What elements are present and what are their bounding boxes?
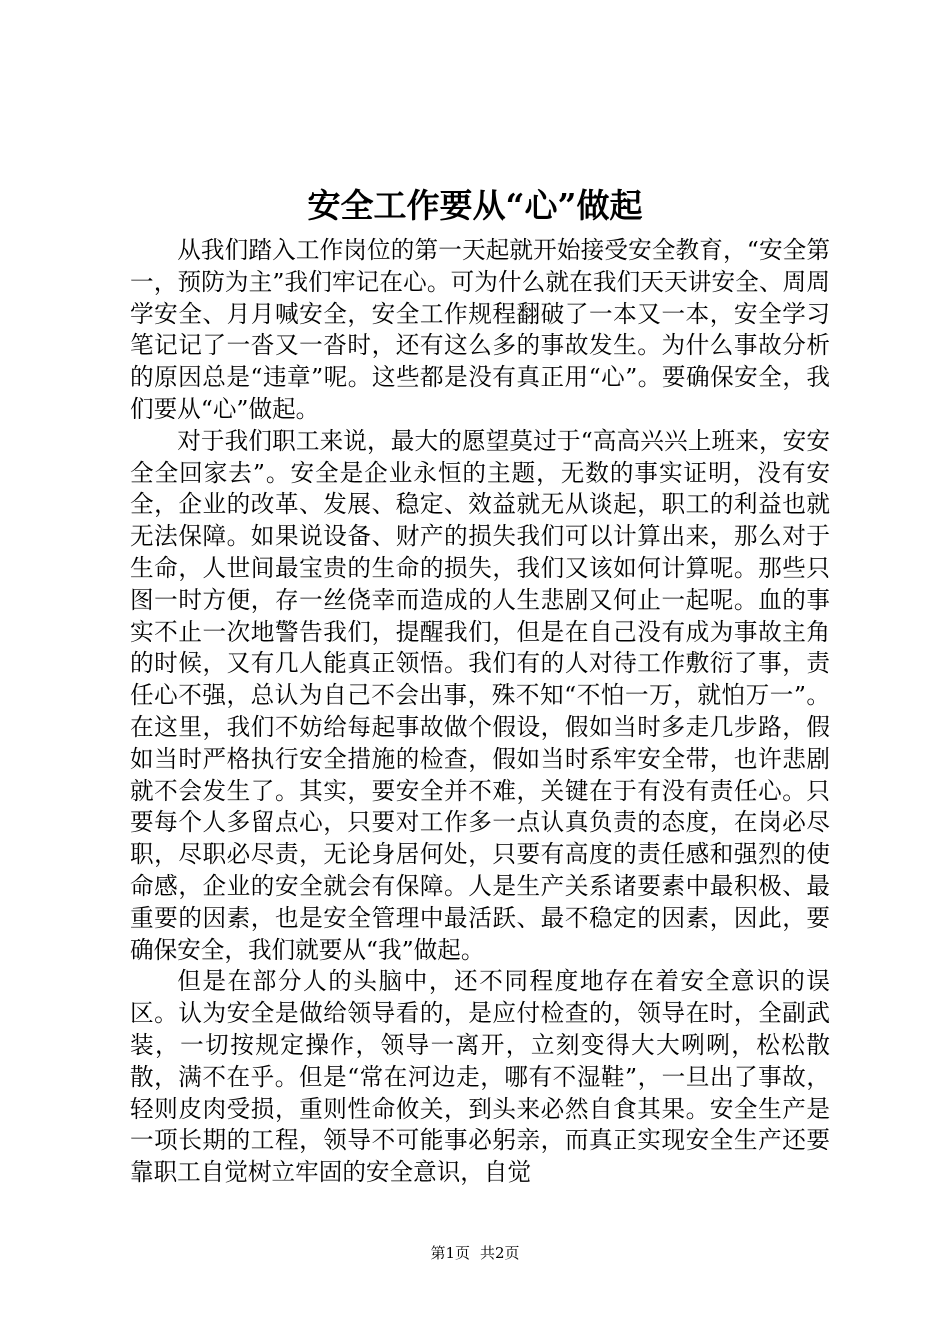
paragraph: 从我们踏入工作岗位的第一天起就开始接受安全教育，“安全第一，预防为主”我们牢记在心。可为什么就在我们天天讲安全、周周学安全、月月喊安全，安全工作规程翻破了一本又一本，安全学习笔记记了一沓又一沓时，还有这么多的事故发生。为什么事故分析的原因总是“违章”呢。这些都是没有真正用“心”。要确保安全，我们要从“心”做起。 [130,236,830,423]
paragraph: 对于我们职工来说，最大的愿望莫过于“高高兴兴上班来，安安全全回家去”。安全是企业永恒的主题，无数的事实证明，没有安全，企业的改革、发展、稳定、效益就无从谈起，职工的利益也就无法保障。如果说设备、财产的损失我们可以计算出来，那么对于生命，人世间最宝贵的生命的损失，我们又该如何计算呢。那些只图一时方便，存一丝侥幸而造成的人生悲剧又何止一起呢。血的事实不止一次地警告我们，提醒我们，但是在自己没有成为事故主角的时候，又有几人能真正领悟。我们有的人对待工作敷衍了事，责任心不强，总认为自己不会出事，殊不知“不怕一万，就怕万一”。在这里，我们不妨给每起事故做个假设，假如当时多走几步路，假如当时严格执行安全措施的检查，假如当时系牢安全带，也许悲剧就不会发生了。其实，要安全并不难，关键在于有没有责任心。只要每个人多留点心，只要对工作多一点认真负责的态度，在岗必尽职，尽职必尽责，无论身居何处，只要有高度的责任感和强烈的使命感，企业的安全就会有保障。人是生产关系诸要素中最积极、最重要的因素，也是安全管理中最活跃、最不稳定的因素，因此，要确保安全，我们就要从“我”做起。 [130,426,830,964]
document-title: 安全工作要从“心”做起 [307,186,643,225]
page-footer [0,1243,950,1263]
paragraph: 但是在部分人的头脑中，还不同程度地存在着安全意识的误区。认为安全是做给领导看的，是应付检查的，领导在时，全副武装，一切按规定操作，领导一离开，立刻变得大大咧咧，松松散散，满不在乎。但是“常在河边走，哪有不湿鞋”，一旦出了事故，轻则皮肉受损，重则性命攸关，到头来必然自食其果。安全生产是一项长期的工程，领导不可能事必躬亲，而真正实现安全生产还要靠职工自觉树立牢固的安全意识，自觉 [130,967,830,1187]
page-number-total: 共2页 [480,1244,520,1262]
page-number-current: 第1页 [430,1244,470,1262]
document-body [130,235,830,1189]
